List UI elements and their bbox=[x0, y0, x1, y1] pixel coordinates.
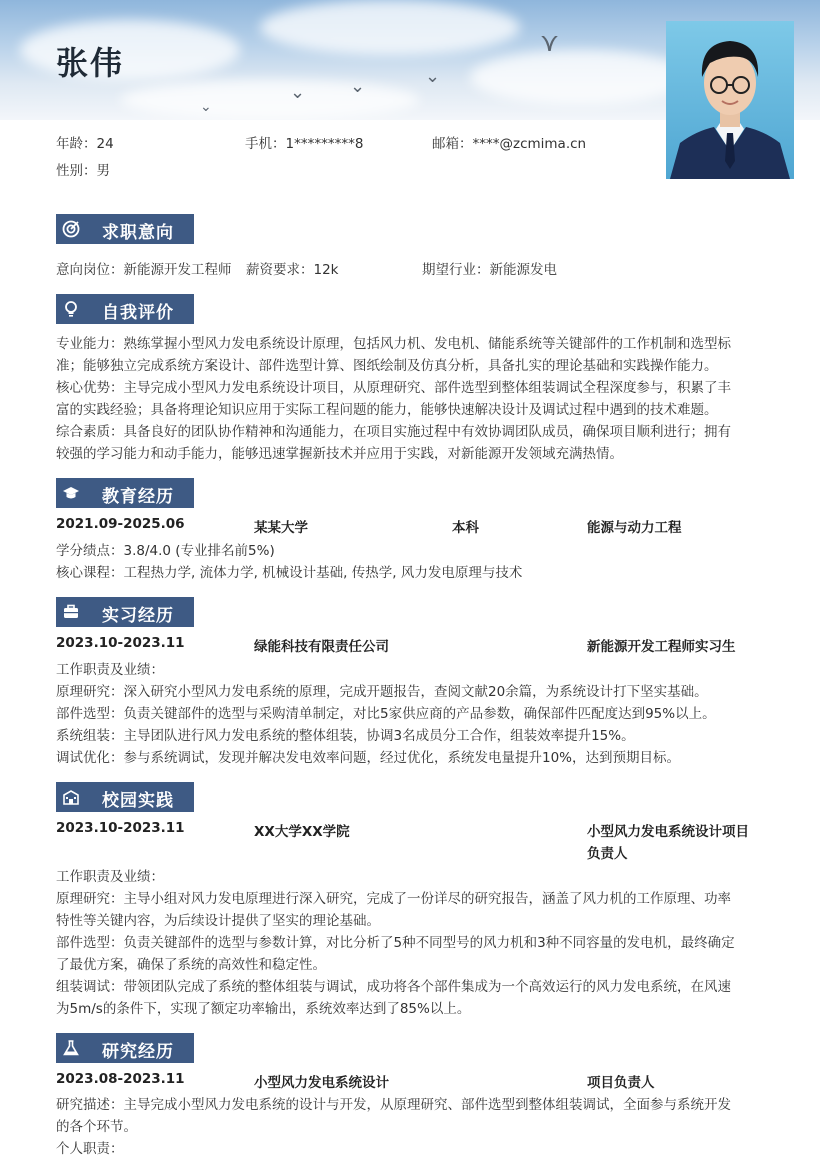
intent-position: 意向岗位：新能源开发工程师 bbox=[56, 262, 232, 278]
text-line: 调试优化：参与系统调试，发现并解决发电效率问题，经过优化，系统发电量提升10%，达到预期目标。 bbox=[56, 750, 681, 766]
edu-gpa: 学分绩点：3.8/4.0 (专业排名前5%) bbox=[56, 543, 275, 559]
text-line: 部件选型：负责关键部件的选型与采购清单制定，对比5家供应商的产品参数，确保部件匹配度达到95%以上。 bbox=[56, 706, 716, 722]
text-line: 核心优势：主导完成小型风力发电系统设计项目，从原理研究、部件选型到整体组装调试全程深度参与，积累了丰 bbox=[56, 380, 731, 396]
research-row bbox=[56, 1071, 766, 1093]
cloud-shape bbox=[20, 20, 240, 80]
bird-icon: ⌄ bbox=[200, 99, 212, 115]
intern-company: 绿能科技有限责任公司 bbox=[254, 639, 389, 655]
campus-date: 2023.10-2023.11 bbox=[56, 820, 185, 836]
text-line: 专业能力：熟练掌握小型风力发电系统设计原理，包括风力机、发电机、储能系统等关键部件的工作机制和选型标 bbox=[56, 336, 731, 352]
campus-role-line2: 负责人 bbox=[587, 846, 628, 862]
section-title: 教育经历 bbox=[102, 487, 174, 507]
age-info: 年龄：24 bbox=[56, 136, 114, 152]
intern-date: 2023.10-2023.11 bbox=[56, 635, 185, 651]
section-header-education bbox=[56, 478, 194, 508]
gender-info: 性别：男 bbox=[56, 163, 110, 179]
section-title: 求职意向 bbox=[102, 223, 174, 243]
education-row bbox=[56, 516, 766, 538]
edu-courses: 核心课程：工程热力学, 流体力学, 机械设计基础, 传热学, 风力发电原理与技术 bbox=[56, 565, 523, 581]
edu-school: 某某大学 bbox=[254, 520, 308, 536]
section-header-self bbox=[56, 294, 194, 324]
school-building-icon bbox=[62, 788, 80, 806]
research-date: 2023.08-2023.11 bbox=[56, 1071, 185, 1087]
campus-org: XX大学XX学院 bbox=[254, 824, 350, 840]
intent-salary: 薪资要求：12k bbox=[246, 262, 339, 278]
text-line: 准；能够独立完成系统方案设计、部件选型计算、图纸绘制及仿真分析，具备扎实的理论基础和实践操作能力。 bbox=[56, 358, 718, 374]
text-line: 的各个环节。 bbox=[56, 1119, 137, 1135]
text-line: 综合素质：具备良好的团队协作精神和沟通能力，在项目实施过程中有效协调团队成员，确保项目顺利进行；拥有 bbox=[56, 424, 731, 440]
text-line: 富的实践经验；具备将理论知识应用于实际工程问题的能力，能够快速解决设计及调试过程中遇到的技术难题。 bbox=[56, 402, 718, 418]
research-details bbox=[56, 1094, 766, 1160]
section-header-intent bbox=[56, 214, 194, 244]
research-role: 项目负责人 bbox=[587, 1075, 655, 1091]
text-line: 组装调试：带领团队完成了系统的整体组装与调试，成功将各个部件集成为一个高效运行的风力发电系统，在风速 bbox=[56, 979, 731, 995]
section-header-research bbox=[56, 1033, 194, 1063]
bird-icon: ⋎ bbox=[540, 28, 560, 58]
text-line: 原理研究：深入研究小型风力发电系统的原理，完成开题报告，查阅文献20余篇，为系统设计打下坚实基础。 bbox=[56, 684, 708, 700]
text-line: 个人职责： bbox=[56, 1141, 124, 1157]
lightbulb-icon bbox=[62, 300, 80, 318]
briefcase-icon bbox=[62, 603, 80, 621]
education-details bbox=[56, 540, 766, 584]
edu-major: 能源与动力工程 bbox=[587, 520, 682, 536]
section-header-campus bbox=[56, 782, 194, 812]
profile-photo bbox=[666, 21, 794, 179]
phone-info: 手机：1*********8 bbox=[245, 136, 364, 152]
bird-icon: ⌄ bbox=[350, 76, 366, 97]
text-line: 原理研究：主导小组对风力发电原理进行深入研究，完成了一份详尽的研究报告，涵盖了风力机的工作原理、功率 bbox=[56, 891, 731, 907]
research-project: 小型风力发电系统设计 bbox=[254, 1075, 389, 1091]
text-line: 较强的学习能力和动手能力，能够迅速掌握新技术并应用于实践，对新能源开发领域充满热情。 bbox=[56, 446, 623, 462]
section-header-internship bbox=[56, 597, 194, 627]
graduation-cap-icon bbox=[62, 484, 80, 502]
target-icon bbox=[62, 220, 80, 238]
campus-details bbox=[56, 866, 766, 1020]
cloud-shape bbox=[260, 0, 520, 55]
intent-industry: 期望行业：新能源发电 bbox=[422, 262, 557, 278]
email-info: 邮箱：****@zcmima.cn bbox=[432, 136, 587, 152]
cloud-shape bbox=[470, 50, 690, 105]
campus-row bbox=[56, 820, 766, 864]
text-line: 特性等关键内容，为后续设计提供了坚实的理论基础。 bbox=[56, 913, 380, 929]
text-line: 系统组装：主导团队进行风力发电系统的整体组装，协调3名成员分工合作，组装效率提升15%。 bbox=[56, 728, 635, 744]
section-title: 研究经历 bbox=[102, 1042, 174, 1062]
internship-row bbox=[56, 635, 766, 657]
text-line: 研究描述：主导完成小型风力发电系统的设计与开发，从原理研究、部件选型到整体组装调试，全面参与系统开发 bbox=[56, 1097, 731, 1113]
intern-role: 新能源开发工程师实习生 bbox=[587, 639, 736, 655]
text-line: 为5m/s的条件下，实现了额定功率输出，系统效率达到了85%以上。 bbox=[56, 1001, 471, 1017]
campus-role-line1: 小型风力发电系统设计项目 bbox=[587, 824, 749, 840]
section-title: 实习经历 bbox=[102, 606, 174, 626]
bird-icon: ⌄ bbox=[290, 82, 306, 103]
section-title: 自我评价 bbox=[102, 303, 174, 323]
edu-degree: 本科 bbox=[452, 520, 479, 536]
cloud-shape bbox=[120, 76, 420, 120]
text-line: 工作职责及业绩： bbox=[56, 662, 164, 678]
text-line: 部件选型：负责关键部件的选型与参数计算，对比分析了5种不同型号的风力机和3种不同容量的发电机，最终确定 bbox=[56, 935, 735, 951]
section-title: 校园实践 bbox=[102, 791, 174, 811]
candidate-name: 张伟 bbox=[56, 44, 125, 82]
text-line: 工作职责及业绩： bbox=[56, 869, 164, 885]
internship-details bbox=[56, 659, 766, 769]
bird-icon: ⌄ bbox=[425, 66, 441, 87]
self-evaluation-text bbox=[56, 333, 766, 465]
text-line: 了最优方案，确保了系统的高效性和稳定性。 bbox=[56, 957, 326, 973]
edu-date: 2021.09-2025.06 bbox=[56, 516, 185, 532]
flask-icon bbox=[62, 1039, 80, 1057]
